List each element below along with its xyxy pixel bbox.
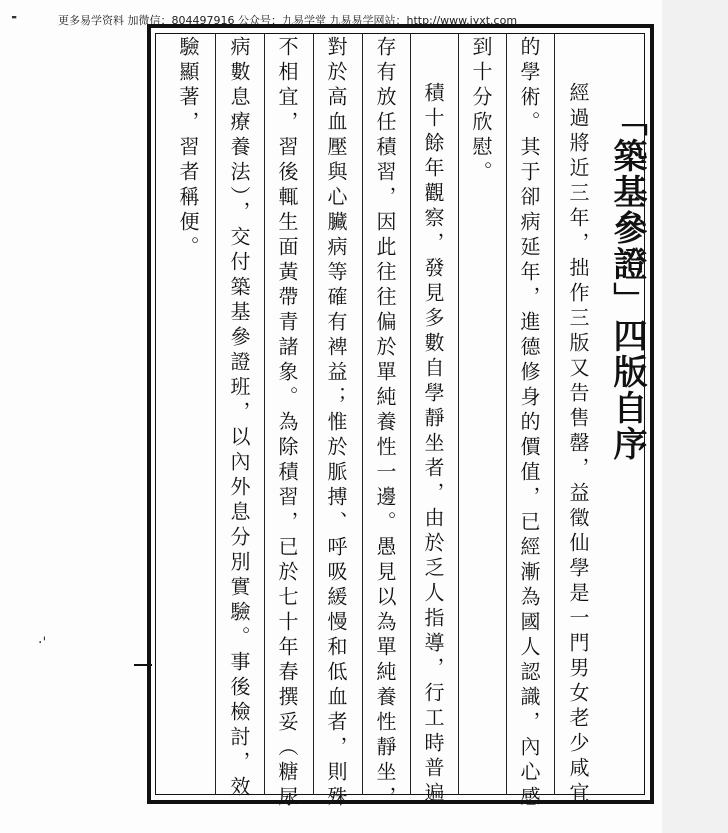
scan-mark: ╸ xyxy=(12,10,21,26)
text-column: 存有放任積習，因此往往偏於單純養性一邊。愚見以為單純養性靜坐， xyxy=(373,36,397,811)
column-rule xyxy=(458,33,459,795)
column-rule xyxy=(506,33,507,795)
column-rule xyxy=(215,33,216,795)
text-column: 的學術。其于卻病延年，進德修身的價值，已經漸為國人認識，內心感 xyxy=(517,36,541,811)
column-rule xyxy=(362,33,363,795)
page-title: 「築基參證」四版自序 xyxy=(607,102,647,462)
text-column: 病數息療養法），交付築基參證班，以內外息分別實驗。事後檢討，效 xyxy=(227,36,251,801)
text-column: 到十分欣慰。 xyxy=(469,36,493,186)
column-rule xyxy=(313,33,314,795)
column-rule xyxy=(410,33,411,795)
text-column: 不相宜，習後輒生面黃帶青諸象。為除積習，已於七十年春撰妥（糖尿 xyxy=(275,36,299,811)
text-column: 對於高血壓與心臟病等確有裨益；惟於脈搏、呼吸緩慢和低血者，則殊 xyxy=(324,36,348,811)
text-column: 驗顯著，習者稱便。 xyxy=(176,36,200,261)
column-rule xyxy=(264,33,265,795)
column-rule xyxy=(554,33,555,795)
watermark-text: 更多易学资料 加微信：804497916 公众号：九易学堂 九易易学网站：http://www.jyxt.com xyxy=(58,14,518,27)
text-column: 經過將近三年，拙作三版又告售罄，益徵仙學是一門男女老少咸宜 xyxy=(566,82,590,807)
text-column: 積十餘年觀察，發見多數自學靜坐者，由於乏人指導，行工時普遍 xyxy=(421,82,445,807)
scan-mark: ·' xyxy=(38,635,47,651)
scan-edge xyxy=(662,0,728,833)
page-folio-mark xyxy=(134,664,152,666)
